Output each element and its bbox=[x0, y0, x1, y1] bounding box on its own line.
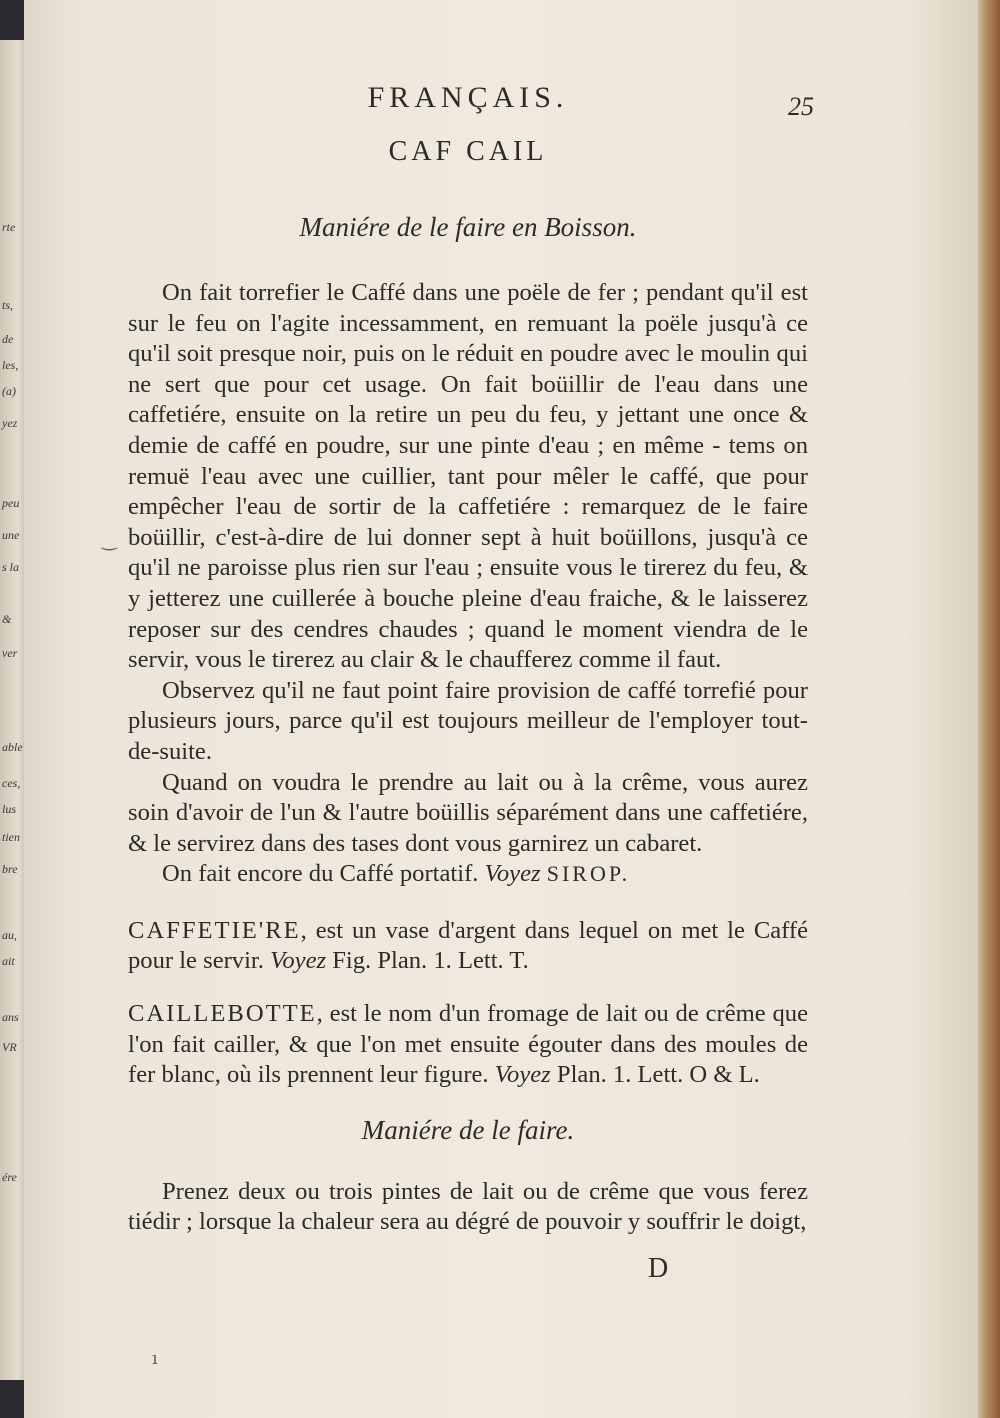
page-content bbox=[128, 80, 814, 1284]
prev-page-fragment: lus bbox=[2, 802, 17, 816]
paragraph bbox=[128, 859, 808, 890]
prev-page-fragment: (a) bbox=[2, 384, 16, 398]
margin-mark: ‿ bbox=[102, 530, 117, 551]
prev-page-fragment: peu bbox=[2, 496, 20, 510]
prev-page-fragment: ans bbox=[2, 1010, 19, 1024]
book-page bbox=[24, 0, 982, 1418]
cross-reference: SIROP. bbox=[546, 861, 631, 887]
paragraph: Quand on voudra le prendre au lait ou à la crême, vous aurez soin d'avoir de l'un & l'autre boüillis séparément dans une caffetiére, & le servirez dans des tases dont vous garnirez un cabaret. bbox=[128, 768, 808, 857]
signature-mark: D bbox=[648, 1253, 669, 1284]
entry-text: , est un vase d'argent dans lequel on met le Caffé pour le servir. bbox=[128, 916, 808, 975]
prev-page-fragment: ces, bbox=[2, 776, 21, 790]
cross-reference: Fig. Plan. 1. Lett. T. bbox=[332, 947, 529, 975]
prev-page-fragment: ait bbox=[2, 954, 15, 968]
prev-page-fragment: ver bbox=[2, 646, 18, 660]
paragraph-text: On fait encore du Caffé portatif. bbox=[162, 860, 479, 888]
prev-page-fragment: tien bbox=[2, 830, 20, 844]
margin-mark: ı bbox=[152, 1348, 158, 1369]
book-edge bbox=[978, 0, 1000, 1418]
paragraph: On fait torrefier le Caffé dans une poële de fer ; pendant qu'il est sur le feu on l'agite incessamment, en remuant la poële jusqu'à ce qu'il soit presque noir, puis on le réduit en poudre avec le moulin qui ne sert que pour cet usage. On fait boüillir de l'eau dans une caffetiére, ensuite on la retire un peu du feu, y jettant une once & demie de caffé en poudre, sur une pinte d'eau ; en même - tems on remuë l'eau avec une cuillier, tant pour mêler le caffé, que pour empêcher l'eau de sortir de la caffetiére : remarquez de le faire boüillir, c'est-à-dire de lui donner sept à huit boüillons, jusqu'à ce qu'il ne paroisse plus rien sur l'eau ; ensuite vous le tirerez du feu, & y jetterez une cuillerée à bouche pleine d'eau fraiche, & le laisserez reposer sur des cendres chaudes ; quand le moment viendra de le servir, vous le tirerez au clair & le chaufferez comme il faut. bbox=[128, 279, 808, 674]
prev-page-fragment: able bbox=[2, 740, 23, 754]
prev-page-fragment: de bbox=[2, 332, 14, 346]
dictionary-entry-caillebotte bbox=[128, 999, 808, 1091]
paragraph: Observez qu'il ne faut point faire provision de caffé torrefié pour plusieurs jours, parce qu'il est toujours meilleur de l'employer tout-de-suite. bbox=[128, 676, 808, 765]
prev-page-fragment: au, bbox=[2, 928, 17, 942]
dictionary-entry-caffetiere bbox=[128, 916, 808, 977]
voyez-label: Voyez bbox=[494, 1061, 551, 1089]
prev-page-fragment: bre bbox=[2, 862, 18, 876]
page-number: 25 bbox=[788, 92, 814, 121]
entry-headword: CAILLEBOTTE bbox=[128, 1000, 317, 1028]
running-head: FRANÇAIS. bbox=[367, 81, 569, 114]
prev-page-fragment: une bbox=[2, 528, 20, 542]
voyez-label: Voyez bbox=[484, 860, 541, 888]
catchwords: CAF CAIL bbox=[388, 136, 548, 167]
prev-page-fragment: & bbox=[2, 612, 12, 626]
cross-reference: Plan. 1. Lett. O & L. bbox=[556, 1061, 760, 1089]
prev-page-fragment: s la bbox=[2, 560, 20, 574]
prev-page-fragment: les, bbox=[2, 358, 19, 372]
prev-page-fragment: VR bbox=[2, 1040, 17, 1054]
prev-page-fragment: yez bbox=[2, 416, 18, 430]
section-title: Maniére de le faire. bbox=[361, 1114, 575, 1145]
paragraph: Prenez deux ou trois pintes de lait ou de crême que vous ferez tiédir ; lorsque la chaleur sera au dégré de pouvoir y souffrir le doigt, bbox=[128, 1177, 808, 1236]
prev-page-fragment: ére bbox=[2, 1170, 17, 1184]
voyez-label: Voyez bbox=[270, 947, 327, 975]
section-title: Maniére de le faire en Boisson. bbox=[299, 212, 637, 242]
entry-text: , est le nom d'un fromage de lait ou de crême que l'on fait cailler, & que l'on met ensuite égouter dans des moules de fer blanc, où ils prennent leur figure. bbox=[128, 1000, 808, 1089]
prev-page-fragment: rte bbox=[2, 220, 16, 234]
prev-page-fragment: ts, bbox=[2, 298, 14, 312]
entry-headword: CAFFETIE'RE bbox=[128, 916, 301, 944]
